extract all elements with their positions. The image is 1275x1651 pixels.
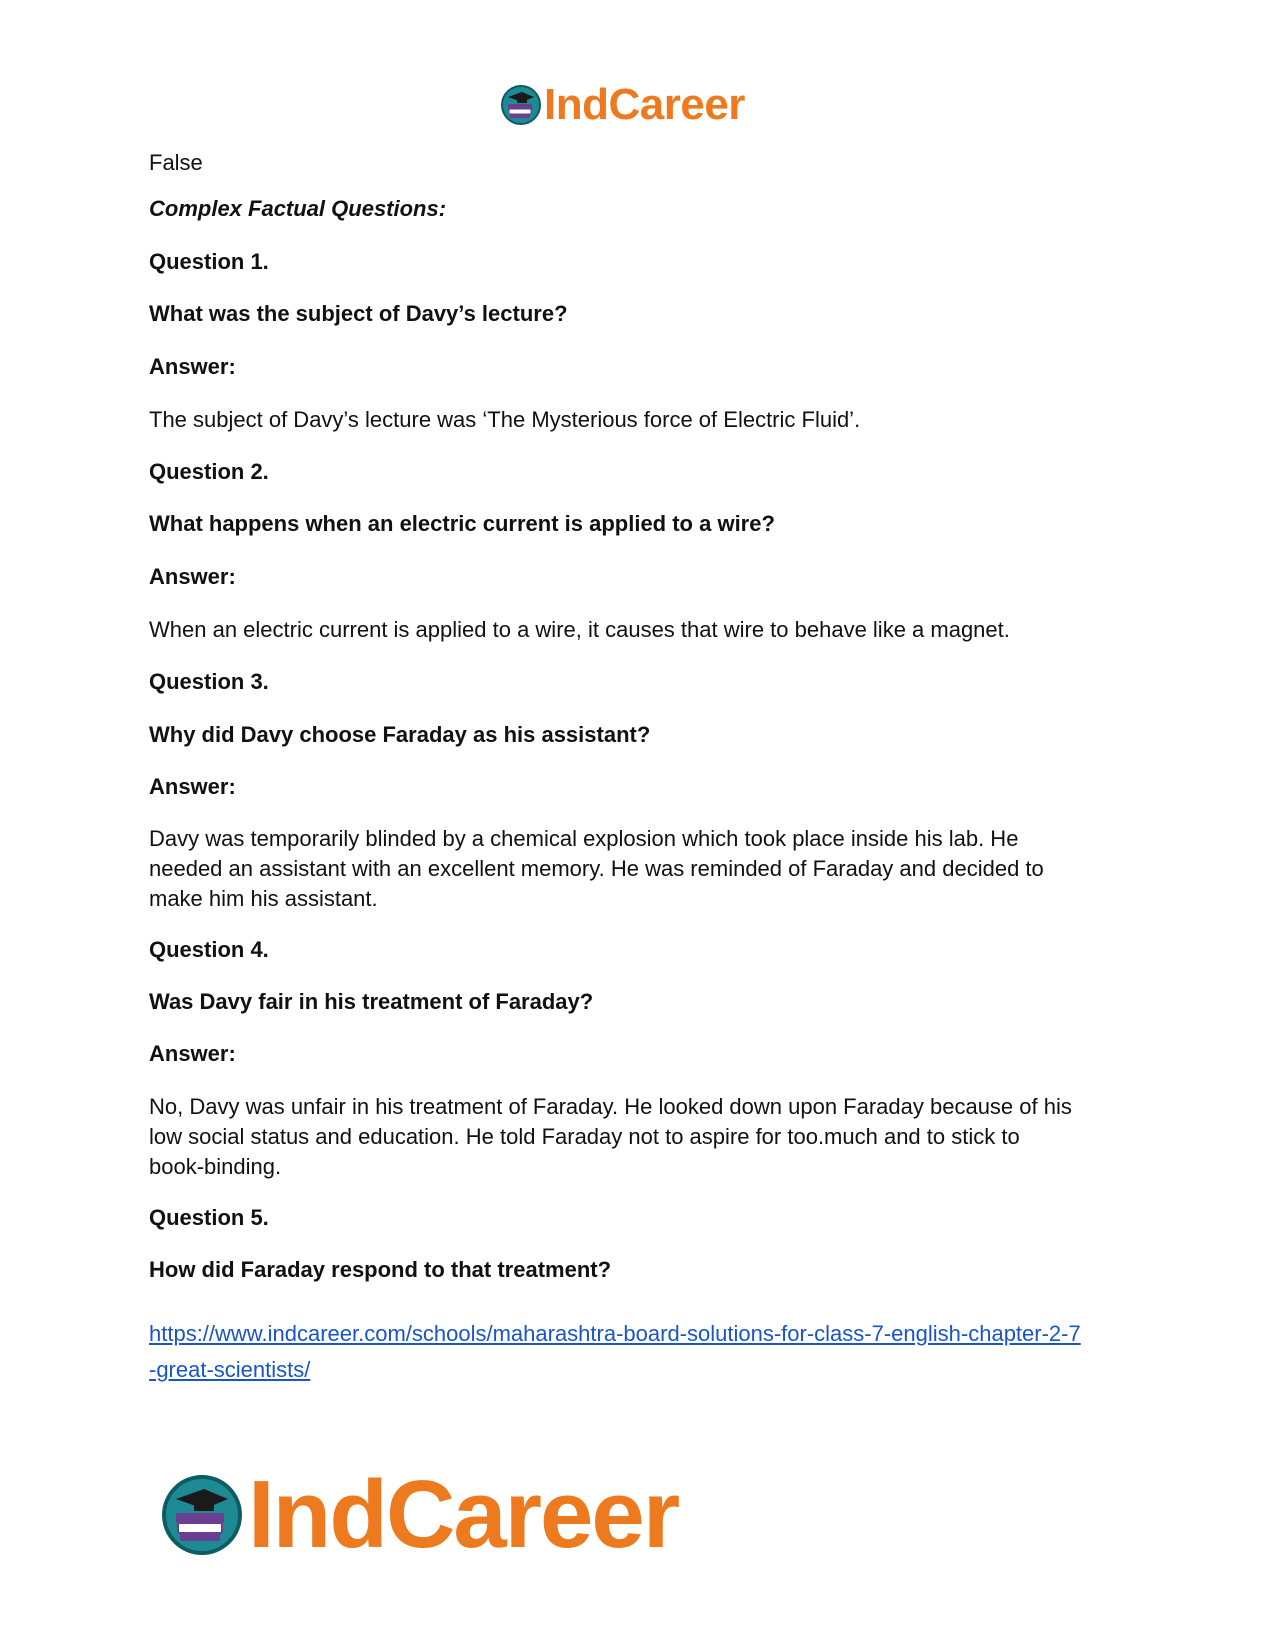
answer-3-label: Answer: — [149, 774, 236, 799]
source-link-line[interactable]: https://www.indcareer.com/schools/maharashtra-board-solutions-for-class-7-english-chapter-2-7 — [149, 1321, 1081, 1346]
source-link-line[interactable]: -great-scientists/ — [149, 1357, 311, 1382]
answer-2-text: When an electric current is applied to a wire, it causes that wire to behave like a magnet. — [149, 617, 1010, 642]
question-2-text: What happens when an electric current is applied to a wire? — [149, 511, 775, 536]
answer-1-label: Answer: — [149, 354, 236, 379]
answer-4-label: Answer: — [149, 1041, 236, 1066]
answer-3-text — [149, 824, 1129, 914]
question-5-text: How did Faraday respond to that treatment? — [149, 1257, 612, 1282]
question-5-label: Question 5. — [149, 1205, 269, 1230]
graduate-book-icon — [160, 1473, 244, 1557]
answer-line: low social status and education. He told Faraday not to aspire for too.much and to stick to — [149, 1124, 1020, 1149]
header-logo — [500, 80, 745, 130]
question-1-label: Question 1. — [149, 249, 269, 274]
logo-text: IndCareer — [544, 80, 745, 129]
answer-line: needed an assistant with an excellent memory. He was reminded of Faraday and decided to — [149, 856, 1044, 881]
false-line: False — [149, 150, 203, 175]
source-link[interactable] — [149, 1316, 1129, 1388]
answer-line: book-binding. — [149, 1154, 282, 1179]
graduate-book-icon — [500, 84, 542, 126]
logo-text: IndCareer — [248, 1461, 679, 1568]
answer-line: No, Davy was unfair in his treatment of Faraday. He looked down upon Faraday because of his — [149, 1094, 1072, 1119]
question-3-label: Question 3. — [149, 669, 269, 694]
footer-logo — [160, 1460, 678, 1570]
answer-line: make him his assistant. — [149, 886, 378, 911]
section-heading: Complex Factual Questions: — [149, 196, 447, 221]
question-1-text: What was the subject of Davy’s lecture? — [149, 301, 568, 326]
answer-4-text — [149, 1092, 1129, 1182]
answer-line: Davy was temporarily blinded by a chemical explosion which took place inside his lab. He — [149, 826, 1019, 851]
question-4-label: Question 4. — [149, 937, 269, 962]
question-3-text: Why did Davy choose Faraday as his assistant? — [149, 722, 651, 747]
question-2-label: Question 2. — [149, 459, 269, 484]
answer-1-text: The subject of Davy’s lecture was ‘The Mysterious force of Electric Fluid’. — [149, 407, 861, 432]
question-4-text: Was Davy fair in his treatment of Faraday? — [149, 989, 594, 1014]
answer-2-label: Answer: — [149, 564, 236, 589]
